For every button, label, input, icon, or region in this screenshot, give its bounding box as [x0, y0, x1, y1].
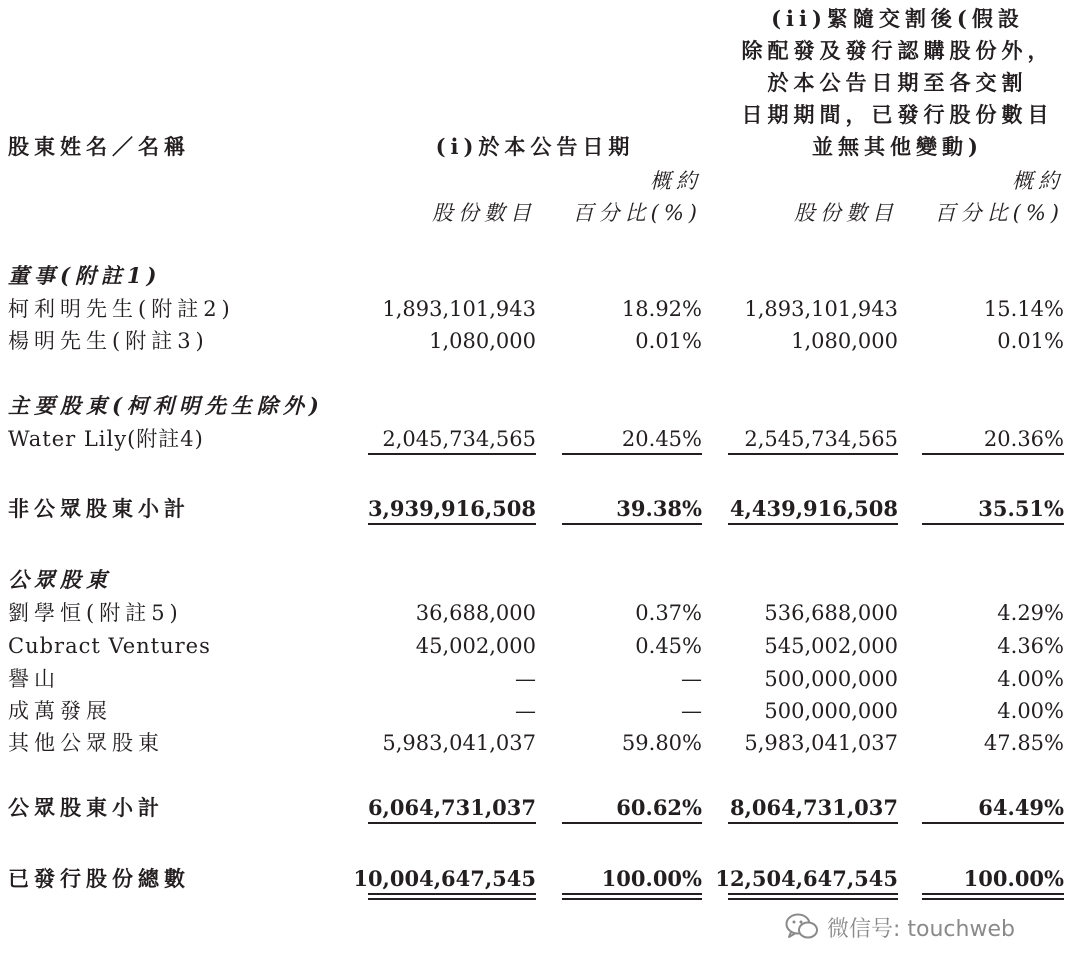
cell-shares-ii: 4,439,916,508: [729, 496, 898, 521]
cell-pct-ii: 4.00%: [997, 699, 1064, 723]
row-name: 劉學恒(附註5): [8, 601, 183, 625]
row-name: 已發行股份總數: [8, 866, 190, 891]
rule: [922, 523, 1064, 525]
header-shares-ii: 股份數目: [794, 201, 898, 225]
cell-pct-i: 39.38%: [616, 496, 702, 521]
cell-pct-ii: 35.51%: [978, 496, 1064, 521]
row-name: 譽山: [8, 667, 60, 691]
watermark: [785, 910, 1015, 944]
cell-pct-i: —: [681, 699, 702, 723]
cell-shares-ii: 500,000,000: [764, 667, 898, 691]
cell-shares-i: 45,002,000: [415, 634, 536, 658]
row-name: 柯利明先生(附註2): [8, 297, 235, 321]
cell-shares-ii: 5,983,041,037: [744, 731, 898, 755]
cell-pct-ii: 20.36%: [983, 427, 1064, 451]
double-rule: [922, 893, 1064, 900]
rule: [368, 523, 536, 525]
cell-shares-i: 3,939,916,508: [367, 496, 536, 521]
cell-pct-i: 0.01%: [635, 329, 702, 353]
cell-shares-ii: 545,002,000: [764, 634, 898, 658]
cell-shares-ii: 500,000,000: [764, 699, 898, 723]
cell-pct-i: 18.92%: [621, 297, 702, 321]
rule: [922, 453, 1064, 455]
rule: [562, 523, 702, 525]
rule: [368, 453, 536, 455]
row-name: 楊明先生(附註3): [8, 329, 209, 353]
cell-shares-i: 1,080,000: [429, 329, 536, 353]
cell-shares-i: —: [515, 667, 536, 691]
cell-pct-ii: 15.14%: [983, 297, 1064, 321]
cell-pct-ii: 4.29%: [997, 601, 1064, 625]
row-name: 成萬發展: [8, 699, 112, 723]
double-rule: [728, 893, 898, 900]
header-column-i-title: (i)於本公告日期: [435, 134, 635, 159]
cell-shares-i: 1,893,101,943: [382, 297, 536, 321]
rule: [728, 453, 898, 455]
cell-shares-i: 10,004,647,545: [353, 866, 536, 891]
cell-shares-i: 5,983,041,037: [382, 731, 536, 755]
cell-shares-ii: 1,893,101,943: [744, 297, 898, 321]
header-pct-ii: 百分比(%): [934, 201, 1064, 225]
double-rule: [368, 893, 536, 900]
cell-shares-ii: 8,064,731,037: [729, 795, 898, 820]
cell-shares-ii: 536,688,000: [764, 601, 898, 625]
cell-shares-ii: 12,504,647,545: [715, 866, 898, 891]
cell-pct-ii: 64.49%: [978, 795, 1064, 820]
cell-shares-i: —: [515, 699, 536, 723]
header-column-ii-line: 於本公告日期至各交割: [767, 70, 1028, 95]
section-public-shareholders: 公眾股東: [8, 567, 112, 592]
cell-shares-i: 6,064,731,037: [367, 795, 536, 820]
cell-pct-ii: 4.00%: [997, 667, 1064, 691]
cell-pct-i: —: [681, 667, 702, 691]
header-column-ii-line: 除配發及發行認購股份外，: [741, 38, 1054, 63]
rule: [368, 822, 536, 824]
rule: [922, 822, 1064, 824]
row-name: 其他公眾股東: [8, 731, 164, 755]
header-approx-ii: 概約: [1012, 169, 1064, 193]
header-shares-i: 股份數目: [432, 201, 536, 225]
rule: [562, 822, 702, 824]
double-rule: [562, 893, 702, 900]
header-name-column: 股東姓名／名稱: [8, 134, 190, 159]
header-column-ii-line: 並無其他變動): [812, 134, 983, 159]
header-column-ii-line: 日期期間，已發行股份數目: [741, 102, 1054, 127]
header-pct-i: 百分比(%): [572, 201, 702, 225]
header-approx-i: 概約: [650, 169, 702, 193]
rule: [562, 453, 702, 455]
section-directors: 董事(附註1): [8, 263, 162, 288]
cell-pct-i: 59.80%: [621, 731, 702, 755]
section-substantial-shareholders: 主要股東(柯利明先生除外): [8, 393, 324, 418]
row-name: Cubract Ventures: [8, 634, 211, 658]
row-name: 公眾股東小計: [8, 795, 164, 820]
cell-shares-ii: 1,080,000: [791, 329, 898, 353]
cell-shares-i: 36,688,000: [415, 601, 536, 625]
cell-pct-ii: 47.85%: [983, 731, 1064, 755]
row-name: Water Lily(附註4): [8, 427, 204, 451]
cell-pct-i: 60.62%: [616, 795, 702, 820]
wechat-icon: [785, 913, 819, 941]
cell-pct-i: 20.45%: [621, 427, 702, 451]
cell-shares-i: 2,045,734,565: [382, 427, 536, 451]
cell-pct-i: 100.00%: [601, 866, 702, 891]
cell-pct-i: 0.45%: [635, 634, 702, 658]
cell-pct-ii: 0.01%: [997, 329, 1064, 353]
header-column-ii-line: (ii)緊隨交割後(假設: [771, 6, 1024, 31]
rule: [728, 822, 898, 824]
rule: [728, 523, 898, 525]
watermark-text: 微信号: touchweb: [827, 916, 1015, 942]
cell-pct-ii: 100.00%: [963, 866, 1064, 891]
cell-pct-ii: 4.36%: [997, 634, 1064, 658]
cell-shares-ii: 2,545,734,565: [744, 427, 898, 451]
cell-pct-i: 0.37%: [635, 601, 702, 625]
row-name: 非公眾股東小計: [8, 496, 190, 521]
